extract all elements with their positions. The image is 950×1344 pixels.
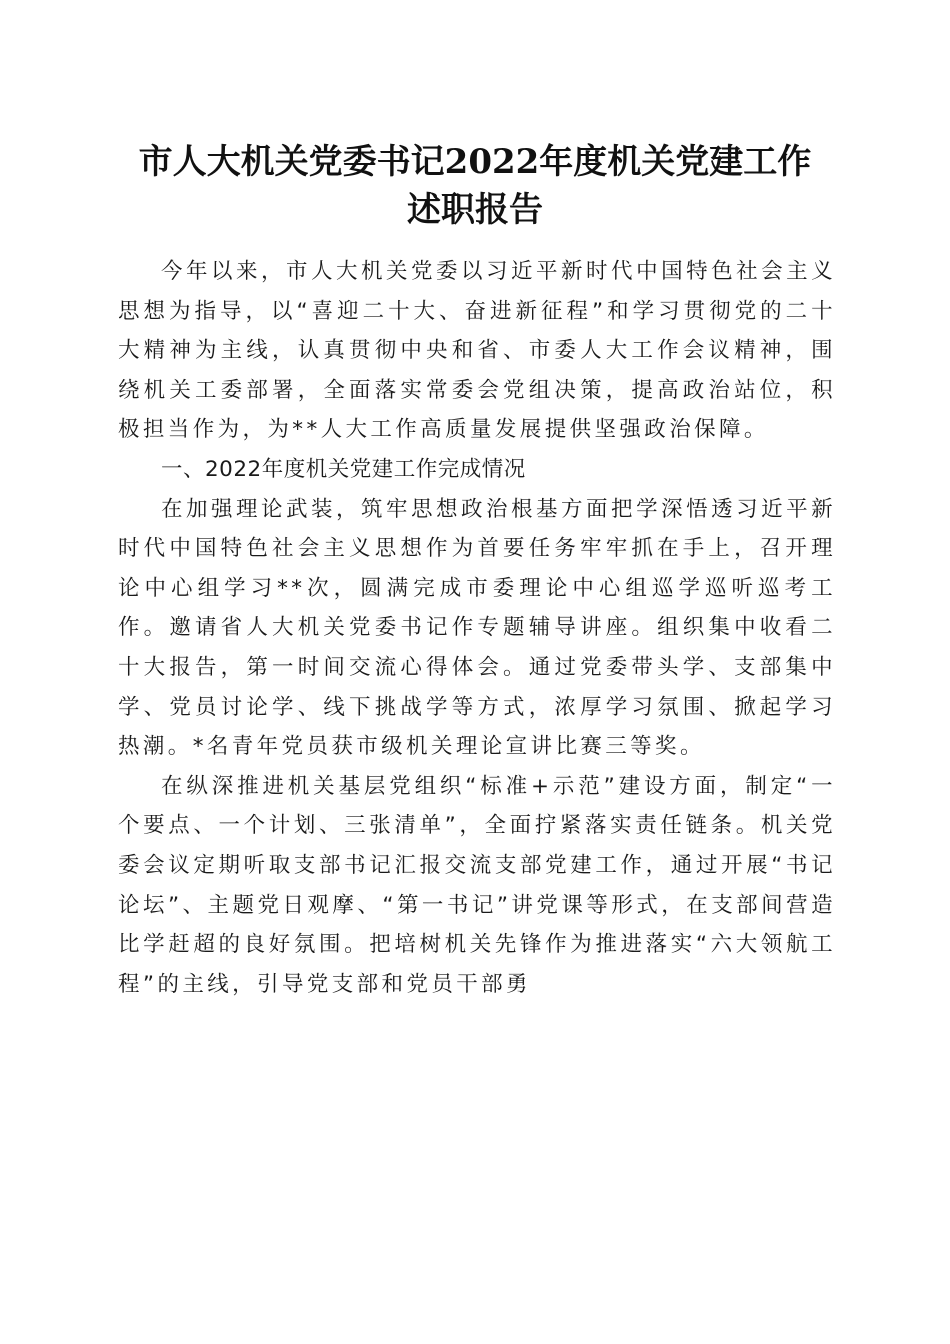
paragraph-standards: 在纵深推进机关基层党组织“标准+示范”建设方面，制定“一个要点、一个计划、三张清单”，全面拧紧落实责任链条。机关党委会议定期听取支部书记汇报交流支部党建工作，通过开展“书记论坛”、主题党日观摩、“第一书记”讲党课等形式，在支部间营造比学赶超的良好氛围。把培树机关先锋作为推进落实“六大领航工程”的主线，引导党支部和党员干部勇 [118,773,836,997]
document-body [118,252,836,1004]
paragraph-intro: 今年以来，市人大机关党委以习近平新时代中国特色社会主义思想为指导，以“喜迎二十大、奋进新征程”和学习贯彻党的二十大精神为主线，认真贯彻中央和省、市委人大工作会议精神，围绕机关工委部署，全面落实常委会党组决策，提高政治站位，积极担当作为，为**人大工作高质量发展提供坚强政治保障。 [118,259,836,443]
title-line-1: 市人大机关党委书记2022年度机关党建工作 [138,142,812,182]
section-heading: 一、2022年度机关党建工作完成情况 [161,456,526,482]
document-title [80,138,870,234]
paragraph-theory: 在加强理论武装，筑牢思想政治根基方面把学深悟透习近平新时代中国特色社会主义思想作为首要任务牢牢抓在手上，召开理论中心组学习**次，圆满完成市委理论中心组巡学巡听巡考工作。邀请省人大机关党委书记作专题辅导讲座。组织集中收看二十大报告，第一时间交流心得体会。通过党委带头学、支部集中学、党员讨论学、线下挑战学等方式，浓厚学习氛围、掀起学习热潮。*名青年党员获市级机关理论宣讲比赛三等奖。 [118,496,836,760]
title-line-2: 述职报告 [407,190,543,230]
